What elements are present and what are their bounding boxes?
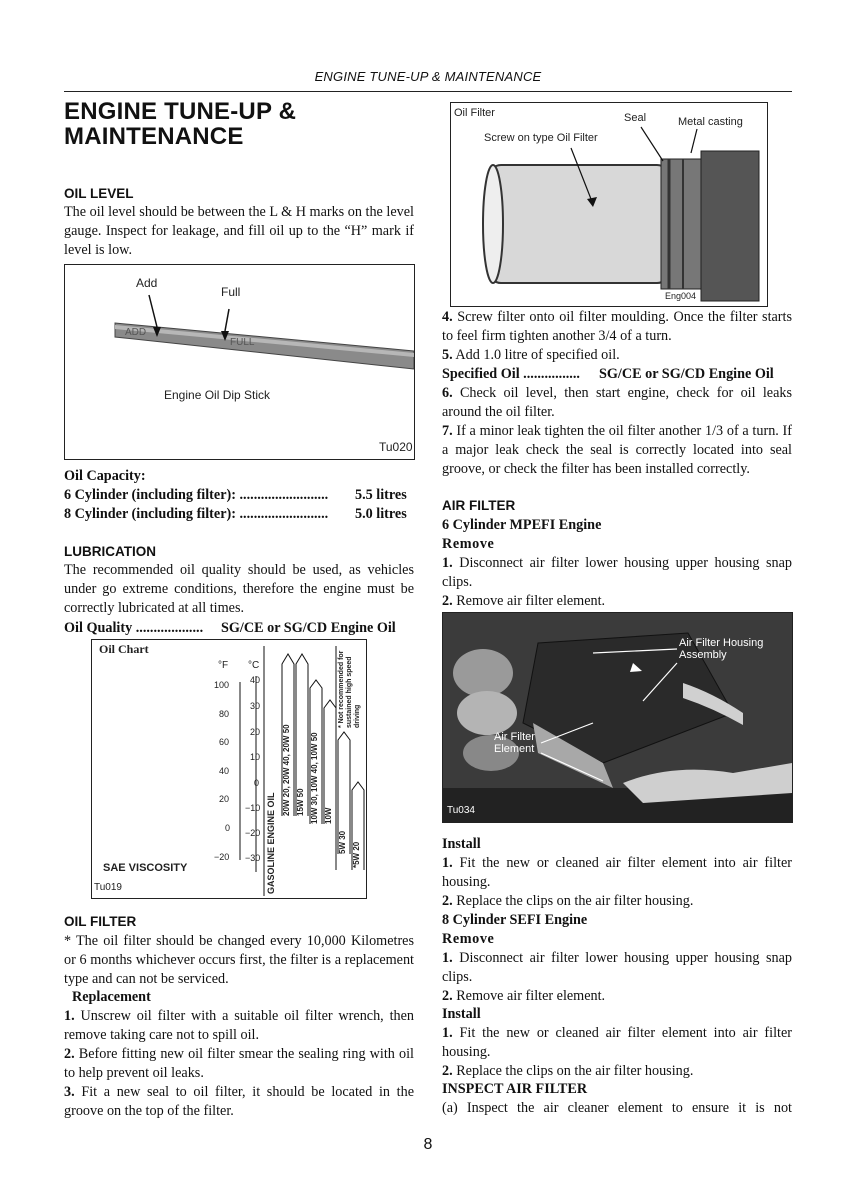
c-tick: 0 bbox=[254, 778, 260, 788]
f-tick: 40 bbox=[219, 766, 230, 776]
f-tick: 0 bbox=[225, 823, 231, 833]
air-filter-step bbox=[442, 1062, 792, 1081]
step-text: Unscrew oil filter with a suitable oil filter wrench, then remove taking care not to spill oil. bbox=[64, 1008, 415, 1043]
seal-label: Seal bbox=[624, 112, 647, 124]
page-title bbox=[64, 99, 424, 149]
oil-level-heading: OIL LEVEL bbox=[64, 186, 134, 201]
dipstick-figure bbox=[64, 264, 415, 460]
step-text: Remove air filter element. bbox=[456, 988, 606, 1004]
step-number: 1. bbox=[442, 950, 453, 966]
oil-filter-figure bbox=[450, 102, 768, 307]
step-number: 2. bbox=[64, 1046, 75, 1062]
page-title-line2: MAINTENANCE bbox=[64, 123, 244, 150]
c-tick: −30 bbox=[245, 853, 261, 863]
step-text: Before fitting new oil filter smear the sealing ring with oil to help prevent oil leaks. bbox=[64, 1046, 415, 1081]
step-number: 2. bbox=[442, 893, 453, 909]
page-title-line1: ENGINE TUNE-UP & bbox=[64, 98, 297, 125]
svg-text:FULL: FULL bbox=[230, 337, 255, 348]
oil-quality-label: Oil Quality ................... bbox=[64, 620, 204, 636]
f-tick: 60 bbox=[219, 737, 230, 747]
dipstick-code: Tu020 bbox=[379, 440, 413, 454]
dipstick-full-label: Full bbox=[221, 285, 241, 299]
air-filter-photo-code: Tu034 bbox=[447, 805, 475, 816]
oil-chart-title: Oil Chart bbox=[99, 642, 149, 656]
step-number: 1. bbox=[442, 1025, 453, 1041]
air-filter-housing-label: Air Filter Housing Assembly bbox=[679, 637, 764, 661]
air-filter-element-label: Air Filter Element bbox=[494, 731, 535, 755]
filter-step bbox=[442, 384, 792, 422]
oil-filter-step bbox=[64, 1045, 414, 1083]
page-number: 8 bbox=[423, 1136, 433, 1153]
step-text: Replace the clips on the air filter housing. bbox=[456, 1063, 694, 1079]
viscosity-bar-label: 10W bbox=[324, 807, 333, 824]
f-tick: −20 bbox=[214, 852, 230, 862]
c-tick: 30 bbox=[250, 701, 261, 711]
step-number: 4. bbox=[442, 309, 453, 325]
f-tick: 20 bbox=[219, 794, 230, 804]
step-text: Check oil level, then start engine, check for oil leaks around the oil filter. bbox=[442, 385, 793, 420]
lubrication-heading: LUBRICATION bbox=[64, 544, 156, 559]
air-filter-step bbox=[442, 987, 792, 1006]
svg-text:ADD: ADD bbox=[125, 327, 147, 338]
lubrication-text: The recommended oil quality should be used, as vehicles under go extreme conditions, therefore the engine must be correctly lubricated at all times. bbox=[64, 562, 414, 616]
step-text: Fit the new or cleaned air filter element into air filter housing. bbox=[442, 855, 792, 890]
oil-capacity-6cyl-label: 6 Cylinder (including filter): ......................... bbox=[64, 487, 329, 503]
step-text: Replace the clips on the air filter housing. bbox=[456, 893, 694, 909]
c-tick: 40 bbox=[250, 675, 261, 685]
f-tick: 100 bbox=[214, 680, 230, 690]
engine-6cyl-heading: 6 Cylinder MPEFI Engine bbox=[442, 517, 602, 533]
step-number: 2. bbox=[442, 593, 453, 609]
screw-on-filter-label: Screw on type Oil Filter bbox=[484, 132, 598, 144]
c-tick: −10 bbox=[245, 803, 261, 813]
air-filter-step bbox=[442, 592, 792, 611]
step-number: 3. bbox=[64, 1084, 75, 1100]
oil-filter-figure-code: Eng004 bbox=[665, 291, 697, 301]
oil-capacity-8cyl-value: 5.0 litres bbox=[355, 506, 407, 522]
celsius-unit: °C bbox=[248, 660, 260, 671]
dipstick-add-label: Add bbox=[136, 276, 158, 290]
step-number: 2. bbox=[442, 988, 453, 1004]
step-number: 2. bbox=[442, 1063, 453, 1079]
step-number: 1. bbox=[442, 555, 453, 571]
c-tick: −20 bbox=[245, 828, 261, 838]
viscosity-bar-label bbox=[352, 856, 367, 868]
gasoline-engine-oil-label: GASOLINE ENGINE OIL bbox=[266, 792, 276, 894]
viscosity-bar-label: 5W 30 bbox=[338, 830, 347, 854]
air-filter-photo bbox=[442, 612, 793, 823]
specified-oil-label: Specified Oil ................ bbox=[442, 366, 580, 382]
c-tick: 10 bbox=[250, 752, 261, 762]
step-number: 5. bbox=[442, 347, 453, 363]
header-rule bbox=[64, 91, 792, 92]
oil-filter-step bbox=[64, 1083, 414, 1121]
oil-capacity-6cyl-value: 5.5 litres bbox=[355, 487, 407, 503]
oil-capacity-heading: Oil Capacity: bbox=[64, 468, 146, 484]
step-number: 1. bbox=[64, 1008, 75, 1024]
oil-chart-code: Tu019 bbox=[94, 882, 122, 893]
step-text: Remove air filter element. bbox=[456, 593, 606, 609]
remove-heading-2: Remove bbox=[442, 931, 495, 947]
fahrenheit-unit: °F bbox=[218, 660, 229, 671]
install-heading: Install bbox=[442, 836, 481, 852]
air-filter-step bbox=[442, 854, 792, 892]
step-number: 7. bbox=[442, 423, 453, 439]
step-text: Add 1.0 litre of specified oil. bbox=[455, 347, 620, 363]
inspect-air-filter-heading: INSPECT AIR FILTER bbox=[442, 1081, 588, 1097]
inspect-air-filter-text: (a) Inspect the air cleaner element to ensure it is not bbox=[442, 1100, 792, 1116]
step-text: Screw filter onto oil filter moulding. Once the filter starts to feel firm tighten another 3/4 of a turn. bbox=[442, 309, 792, 344]
dipstick-caption: Engine Oil Dip Stick bbox=[164, 388, 271, 402]
specified-oil-value: SG/CE or SG/CD Engine Oil bbox=[599, 366, 774, 382]
air-filter-step bbox=[442, 1024, 792, 1062]
step-text: Disconnect air filter lower housing upper housing snap clips. bbox=[442, 950, 793, 985]
oil-filter-figure-title: Oil Filter bbox=[454, 107, 495, 119]
air-filter-step bbox=[442, 949, 792, 987]
air-filter-step bbox=[442, 892, 792, 911]
step-number: 6. bbox=[442, 385, 453, 401]
filter-step bbox=[442, 346, 792, 365]
step-text: Disconnect air filter lower housing upper housing snap clips. bbox=[442, 555, 793, 590]
oil-filter-step bbox=[64, 1007, 414, 1045]
oil-level-text: The oil level should be between the L & H marks on the level gauge. Inspect for leakage, and fill oil up to the “H” mark if level is low. bbox=[64, 204, 414, 258]
step-text: If a minor leak tighten the oil filter another 1/3 of a turn. If a major leak check the seal is correctly located into seal groove, or check the filter has been installed correctly. bbox=[442, 423, 793, 477]
replacement-heading: Replacement bbox=[72, 989, 151, 1005]
filter-step bbox=[442, 308, 792, 346]
oil-chart-figure bbox=[91, 639, 367, 899]
oil-filter-heading: OIL FILTER bbox=[64, 914, 137, 929]
oil-chart-note: * Not recommended for sustained high speed driving bbox=[338, 650, 361, 728]
running-header: ENGINE TUNE-UP & MAINTENANCE bbox=[314, 69, 542, 84]
step-text: Fit a new seal to oil filter, it should be located in the groove on the top of the filter. bbox=[64, 1084, 415, 1119]
remove-heading: Remove bbox=[442, 536, 495, 552]
air-filter-heading: AIR FILTER bbox=[442, 498, 516, 513]
step-text: Fit the new or cleaned air filter element into air filter housing. bbox=[442, 1025, 792, 1060]
air-filter-step bbox=[442, 554, 792, 592]
oil-quality-value: SG/CE or SG/CD Engine Oil bbox=[221, 620, 396, 636]
oil-filter-intro: * The oil filter should be changed every 10,000 Kilometres or 6 months whichever occurs first, the filter is a replacement type and can not be serviced. bbox=[64, 933, 414, 987]
sae-viscosity-label: SAE VISCOSITY bbox=[103, 862, 188, 874]
oil-capacity-8cyl-label: 8 Cylinder (including filter): ......................... bbox=[64, 506, 329, 522]
filter-step bbox=[442, 422, 792, 479]
metal-casting-label: Metal casting bbox=[678, 116, 743, 128]
step-number: 1. bbox=[442, 855, 453, 871]
f-tick: 80 bbox=[219, 709, 230, 719]
engine-8cyl-heading: 8 Cylinder SEFI Engine bbox=[442, 912, 588, 928]
install-heading-2: Install bbox=[442, 1006, 481, 1022]
c-tick: 20 bbox=[250, 727, 261, 737]
